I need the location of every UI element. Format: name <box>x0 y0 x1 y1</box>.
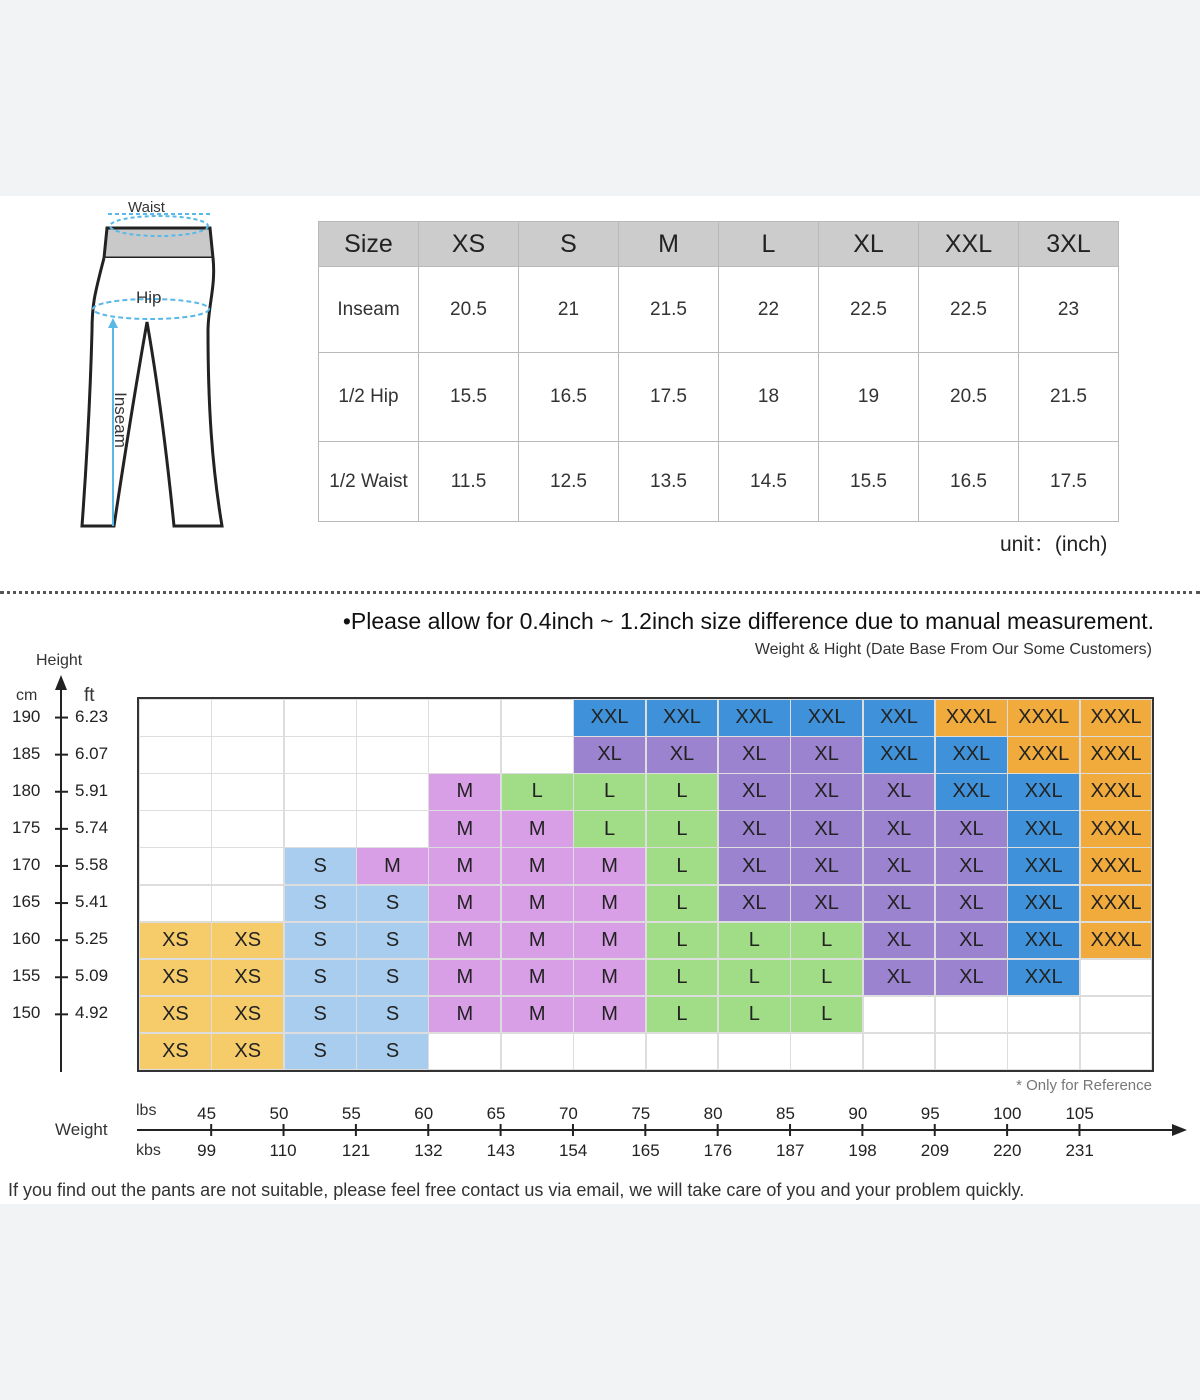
table-cell: 22.5 <box>819 267 919 353</box>
grid-cell-s: S <box>356 996 429 1034</box>
grid-cell-empty <box>211 699 284 737</box>
grid-cell-xs: XS <box>211 1033 284 1071</box>
grid-cell-empty <box>139 699 212 737</box>
grid-cell-empty <box>356 773 429 811</box>
grid-cell-xl: XL <box>718 736 791 774</box>
table-cell: 22 <box>719 267 819 353</box>
grid-cell-l: L <box>646 885 719 923</box>
grid-cell-m: M <box>573 885 646 923</box>
grid-cell-empty <box>718 1033 791 1071</box>
grid-cell-xl: XL <box>935 810 1008 848</box>
grid-cell-empty <box>139 885 212 923</box>
y-tick-cm: 190 <box>12 706 41 726</box>
x-tick-lbs: 50 <box>269 1104 289 1123</box>
grid-cell-m: M <box>428 885 501 923</box>
y-axis-arrow <box>55 675 67 690</box>
grid-cell-xxl: XXL <box>1007 922 1080 960</box>
grid-cell-l: L <box>790 922 863 960</box>
grid-cell-empty <box>1007 1033 1080 1071</box>
grid-cell-xxxl: XXXL <box>1080 736 1153 774</box>
table-cell: 23 <box>1019 267 1119 353</box>
grid-cell-xxl: XXL <box>790 699 863 737</box>
grid-cell-empty <box>428 736 501 774</box>
table-cell: 16.5 <box>919 442 1019 522</box>
grid-cell-empty <box>211 736 284 774</box>
table-header: L <box>719 222 819 267</box>
table-cell: 19 <box>819 353 919 442</box>
y-tick-ft: 5.25 <box>75 929 109 949</box>
grid-cell-l: L <box>790 996 863 1034</box>
grid-cell-s: S <box>356 885 429 923</box>
row-label: Inseam <box>319 267 419 353</box>
grid-cell-m: M <box>501 810 574 848</box>
y-unit-ft: ft <box>84 685 95 706</box>
x-tick-lbs: 60 <box>414 1104 434 1123</box>
x-tick-kbs: 154 <box>558 1141 588 1160</box>
y-axis-title: Height <box>36 652 83 669</box>
grid-cell-empty <box>356 699 429 737</box>
table-header: XXL <box>919 222 1019 267</box>
grid-cell-xl: XL <box>863 959 936 997</box>
grid-cell-xxl: XXL <box>1007 773 1080 811</box>
table-cell: 16.5 <box>519 353 619 442</box>
grid-cell-m: M <box>501 996 574 1034</box>
row-label: 1/2 Hip <box>319 353 419 442</box>
y-tick-ft: 6.23 <box>75 706 109 726</box>
grid-cell-xl: XL <box>863 847 936 885</box>
x-tick-lbs: 95 <box>920 1104 940 1123</box>
footer-message: If you find out the pants are not suitable, please feel free contact us via email, we will take care of you and your problem quickly. <box>8 1180 1025 1200</box>
grid-cell-empty <box>501 699 574 737</box>
grid-cell-xl: XL <box>790 773 863 811</box>
grid-cell-empty <box>428 699 501 737</box>
grid-cell-m: M <box>573 996 646 1034</box>
grid-cell-xl: XL <box>718 773 791 811</box>
grid-cell-s: S <box>284 959 357 997</box>
x-tick-kbs: 198 <box>848 1141 877 1160</box>
grid-cell-l: L <box>573 810 646 848</box>
grid-cell-empty <box>284 736 357 774</box>
inseam-label: Inseam <box>110 392 130 448</box>
grid-cell-l: L <box>718 922 791 960</box>
grid-cell-s: S <box>356 922 429 960</box>
grid-cell-empty <box>139 810 212 848</box>
y-unit-cm: cm <box>16 687 38 704</box>
grid-cell-empty <box>646 1033 719 1071</box>
y-tick-cm: 165 <box>12 892 41 912</box>
grid-cell-m: M <box>428 996 501 1034</box>
grid-cell-s: S <box>284 847 357 885</box>
grid-cell-xs: XS <box>211 922 284 960</box>
grid-cell-xs: XS <box>211 996 284 1034</box>
x-tick-kbs: 220 <box>993 1141 1022 1160</box>
grid-cell-m: M <box>428 922 501 960</box>
grid-cell-xl: XL <box>573 736 646 774</box>
x-tick-lbs: 105 <box>1065 1104 1094 1123</box>
grid-cell-xxl: XXL <box>935 773 1008 811</box>
grid-cell-xs: XS <box>139 959 212 997</box>
grid-cell-xxxl: XXXL <box>1007 736 1080 774</box>
size-grid <box>137 697 1154 1072</box>
measurement-note: •Please allow for 0.4inch ~ 1.2inch size difference due to manual measurement. <box>342 608 1154 634</box>
grid-cell-l: L <box>646 773 719 811</box>
grid-cell-l: L <box>646 996 719 1034</box>
grid-cell-xl: XL <box>863 773 936 811</box>
grid-cell-s: S <box>284 1033 357 1071</box>
grid-cell-m: M <box>573 959 646 997</box>
y-tick-cm: 185 <box>12 743 41 763</box>
grid-cell-empty <box>573 1033 646 1071</box>
grid-cell-empty <box>284 810 357 848</box>
x-tick-kbs: 187 <box>776 1141 805 1160</box>
grid-cell-m: M <box>428 773 501 811</box>
grid-cell-empty <box>139 847 212 885</box>
y-tick-ft: 5.09 <box>75 966 109 986</box>
table-header: 3XL <box>1019 222 1119 267</box>
grid-cell-xxl: XXL <box>863 736 936 774</box>
grid-cell-empty <box>1080 996 1153 1034</box>
grid-cell-xxxl: XXXL <box>935 699 1008 737</box>
grid-cell-xs: XS <box>139 996 212 1034</box>
grid-cell-xxl: XXL <box>573 699 646 737</box>
table-header: Size <box>319 222 419 267</box>
grid-cell-m: M <box>501 959 574 997</box>
grid-cell-xxl: XXL <box>718 699 791 737</box>
grid-cell-m: M <box>573 847 646 885</box>
x-tick-kbs: 132 <box>414 1141 443 1160</box>
grid-cell-empty <box>211 810 284 848</box>
grid-cell-xl: XL <box>718 885 791 923</box>
grid-cell-empty <box>1080 1033 1153 1071</box>
grid-cell-empty <box>1080 959 1153 997</box>
x-tick-lbs: 55 <box>341 1104 361 1123</box>
grid-cell-l: L <box>501 773 574 811</box>
grid-cell-l: L <box>646 959 719 997</box>
grid-cell-xxl: XXL <box>1007 959 1080 997</box>
grid-cell-xxxl: XXXL <box>1080 885 1153 923</box>
x-tick-kbs: 143 <box>486 1141 515 1160</box>
grid-cell-xxxl: XXXL <box>1007 699 1080 737</box>
grid-cell-xl: XL <box>790 810 863 848</box>
grid-cell-xxxl: XXXL <box>1080 810 1153 848</box>
grid-cell-empty <box>790 1033 863 1071</box>
grid-cell-m: M <box>573 922 646 960</box>
grid-cell-empty <box>501 1033 574 1071</box>
grid-cell-xl: XL <box>863 810 936 848</box>
x-unit-kbs: kbs <box>136 1142 161 1159</box>
table-header: XL <box>819 222 919 267</box>
grid-cell-empty <box>284 699 357 737</box>
grid-cell-m: M <box>501 922 574 960</box>
table-cell: 20.5 <box>919 353 1019 442</box>
table-header: XS <box>419 222 519 267</box>
grid-cell-empty <box>356 810 429 848</box>
grid-cell-xl: XL <box>935 885 1008 923</box>
y-tick-ft: 5.91 <box>75 780 109 800</box>
grid-cell-s: S <box>356 1033 429 1071</box>
grid-cell-xl: XL <box>863 922 936 960</box>
table-cell: 15.5 <box>819 442 919 522</box>
table-header: S <box>519 222 619 267</box>
chart-title: Weight & Hight (Date Base From Our Some Customers) <box>754 641 1152 658</box>
grid-cell-xxxl: XXXL <box>1080 847 1153 885</box>
x-tick-lbs: 70 <box>558 1104 578 1123</box>
hip-label: Hip <box>136 288 162 307</box>
grid-cell-empty <box>501 736 574 774</box>
grid-cell-empty <box>139 773 212 811</box>
x-tick-kbs: 176 <box>703 1141 733 1160</box>
table-cell: 14.5 <box>719 442 819 522</box>
x-tick-kbs: 121 <box>341 1141 371 1160</box>
grid-cell-empty <box>284 773 357 811</box>
grid-cell-empty <box>863 996 936 1034</box>
grid-cell-l: L <box>573 773 646 811</box>
grid-cell-xl: XL <box>790 885 863 923</box>
row-label: 1/2 Waist <box>319 442 419 522</box>
grid-cell-s: S <box>284 885 357 923</box>
table-cell: 15.5 <box>419 353 519 442</box>
grid-cell-empty <box>428 1033 501 1071</box>
x-tick-lbs: 80 <box>703 1104 723 1123</box>
grid-cell-empty <box>1007 996 1080 1034</box>
table-cell: 20.5 <box>419 267 519 353</box>
x-tick-kbs: 99 <box>197 1141 217 1160</box>
grid-cell-l: L <box>790 959 863 997</box>
table-cell: 22.5 <box>919 267 1019 353</box>
grid-cell-m: M <box>356 847 429 885</box>
table-cell: 18 <box>719 353 819 442</box>
grid-cell-s: S <box>284 922 357 960</box>
grid-cell-xxl: XXL <box>1007 885 1080 923</box>
table-cell: 12.5 <box>519 442 619 522</box>
grid-cell-xxxl: XXXL <box>1080 773 1153 811</box>
x-tick-lbs: 85 <box>776 1104 795 1123</box>
y-tick-cm: 170 <box>12 854 41 874</box>
table-cell: 17.5 <box>1019 442 1119 522</box>
grid-cell-xl: XL <box>935 922 1008 960</box>
grid-cell-empty <box>211 847 284 885</box>
x-tick-lbs: 45 <box>197 1104 217 1123</box>
y-tick-ft: 5.74 <box>75 817 109 837</box>
reference-note: * Only for Reference <box>1016 1077 1152 1094</box>
grid-cell-m: M <box>428 959 501 997</box>
grid-cell-l: L <box>646 810 719 848</box>
grid-cell-empty <box>863 1033 936 1071</box>
unit-label: unit：(inch) <box>1000 533 1108 556</box>
grid-cell-xxxl: XXXL <box>1080 699 1153 737</box>
grid-cell-m: M <box>501 847 574 885</box>
grid-cell-empty <box>935 996 1008 1034</box>
y-tick-cm: 175 <box>12 817 41 837</box>
table-cell: 11.5 <box>419 442 519 522</box>
grid-cell-xl: XL <box>935 959 1008 997</box>
grid-cell-xs: XS <box>211 959 284 997</box>
y-tick-cm: 160 <box>12 929 41 949</box>
grid-cell-xs: XS <box>139 1033 212 1071</box>
grid-cell-m: M <box>428 847 501 885</box>
y-tick-cm: 150 <box>12 1003 41 1023</box>
y-tick-ft: 6.07 <box>75 743 109 763</box>
x-tick-kbs: 209 <box>920 1141 950 1160</box>
grid-cell-s: S <box>284 996 357 1034</box>
grid-cell-s: S <box>356 959 429 997</box>
grid-cell-l: L <box>718 959 791 997</box>
grid-cell-xl: XL <box>790 736 863 774</box>
y-tick-cm: 180 <box>12 780 41 800</box>
x-tick-kbs: 165 <box>631 1141 660 1160</box>
grid-cell-empty <box>356 736 429 774</box>
x-tick-lbs: 90 <box>848 1104 868 1123</box>
grid-cell-xxl: XXL <box>1007 810 1080 848</box>
x-unit-lbs: lbs <box>136 1102 157 1119</box>
y-tick-ft: 5.58 <box>75 854 109 874</box>
grid-cell-xl: XL <box>790 847 863 885</box>
table-cell: 17.5 <box>619 353 719 442</box>
y-tick-ft: 5.41 <box>75 892 109 912</box>
grid-cell-empty <box>139 736 212 774</box>
grid-cell-xxl: XXL <box>935 736 1008 774</box>
grid-cell-empty <box>211 773 284 811</box>
x-axis-title: Weight <box>55 1120 108 1139</box>
y-tick-ft: 4.92 <box>75 1003 109 1023</box>
x-tick-kbs: 110 <box>269 1141 297 1160</box>
table-cell: 13.5 <box>619 442 719 522</box>
x-tick-lbs: 75 <box>631 1104 651 1123</box>
grid-cell-l: L <box>646 922 719 960</box>
grid-cell-empty <box>935 1033 1008 1071</box>
x-tick-lbs: 100 <box>993 1104 1022 1123</box>
y-tick-cm: 155 <box>12 966 41 986</box>
grid-cell-xl: XL <box>718 810 791 848</box>
waist-label: Waist <box>128 199 165 216</box>
grid-cell-l: L <box>646 847 719 885</box>
grid-cell-xxl: XXL <box>863 699 936 737</box>
x-axis-arrow <box>1172 1124 1187 1136</box>
grid-cell-xs: XS <box>139 922 212 960</box>
grid-cell-empty <box>211 885 284 923</box>
grid-cell-m: M <box>501 885 574 923</box>
grid-cell-xl: XL <box>646 736 719 774</box>
grid-cell-xxl: XXL <box>646 699 719 737</box>
grid-cell-xl: XL <box>863 885 936 923</box>
table-cell: 21.5 <box>619 267 719 353</box>
grid-cell-l: L <box>718 996 791 1034</box>
grid-cell-xxxl: XXXL <box>1080 922 1153 960</box>
x-tick-kbs: 231 <box>1065 1141 1094 1160</box>
table-cell: 21.5 <box>1019 353 1119 442</box>
table-header: M <box>619 222 719 267</box>
grid-cell-m: M <box>428 810 501 848</box>
table-cell: 21 <box>519 267 619 353</box>
grid-cell-xl: XL <box>935 847 1008 885</box>
x-tick-lbs: 65 <box>486 1104 506 1123</box>
grid-cell-xxl: XXL <box>1007 847 1080 885</box>
grid-cell-xl: XL <box>718 847 791 885</box>
